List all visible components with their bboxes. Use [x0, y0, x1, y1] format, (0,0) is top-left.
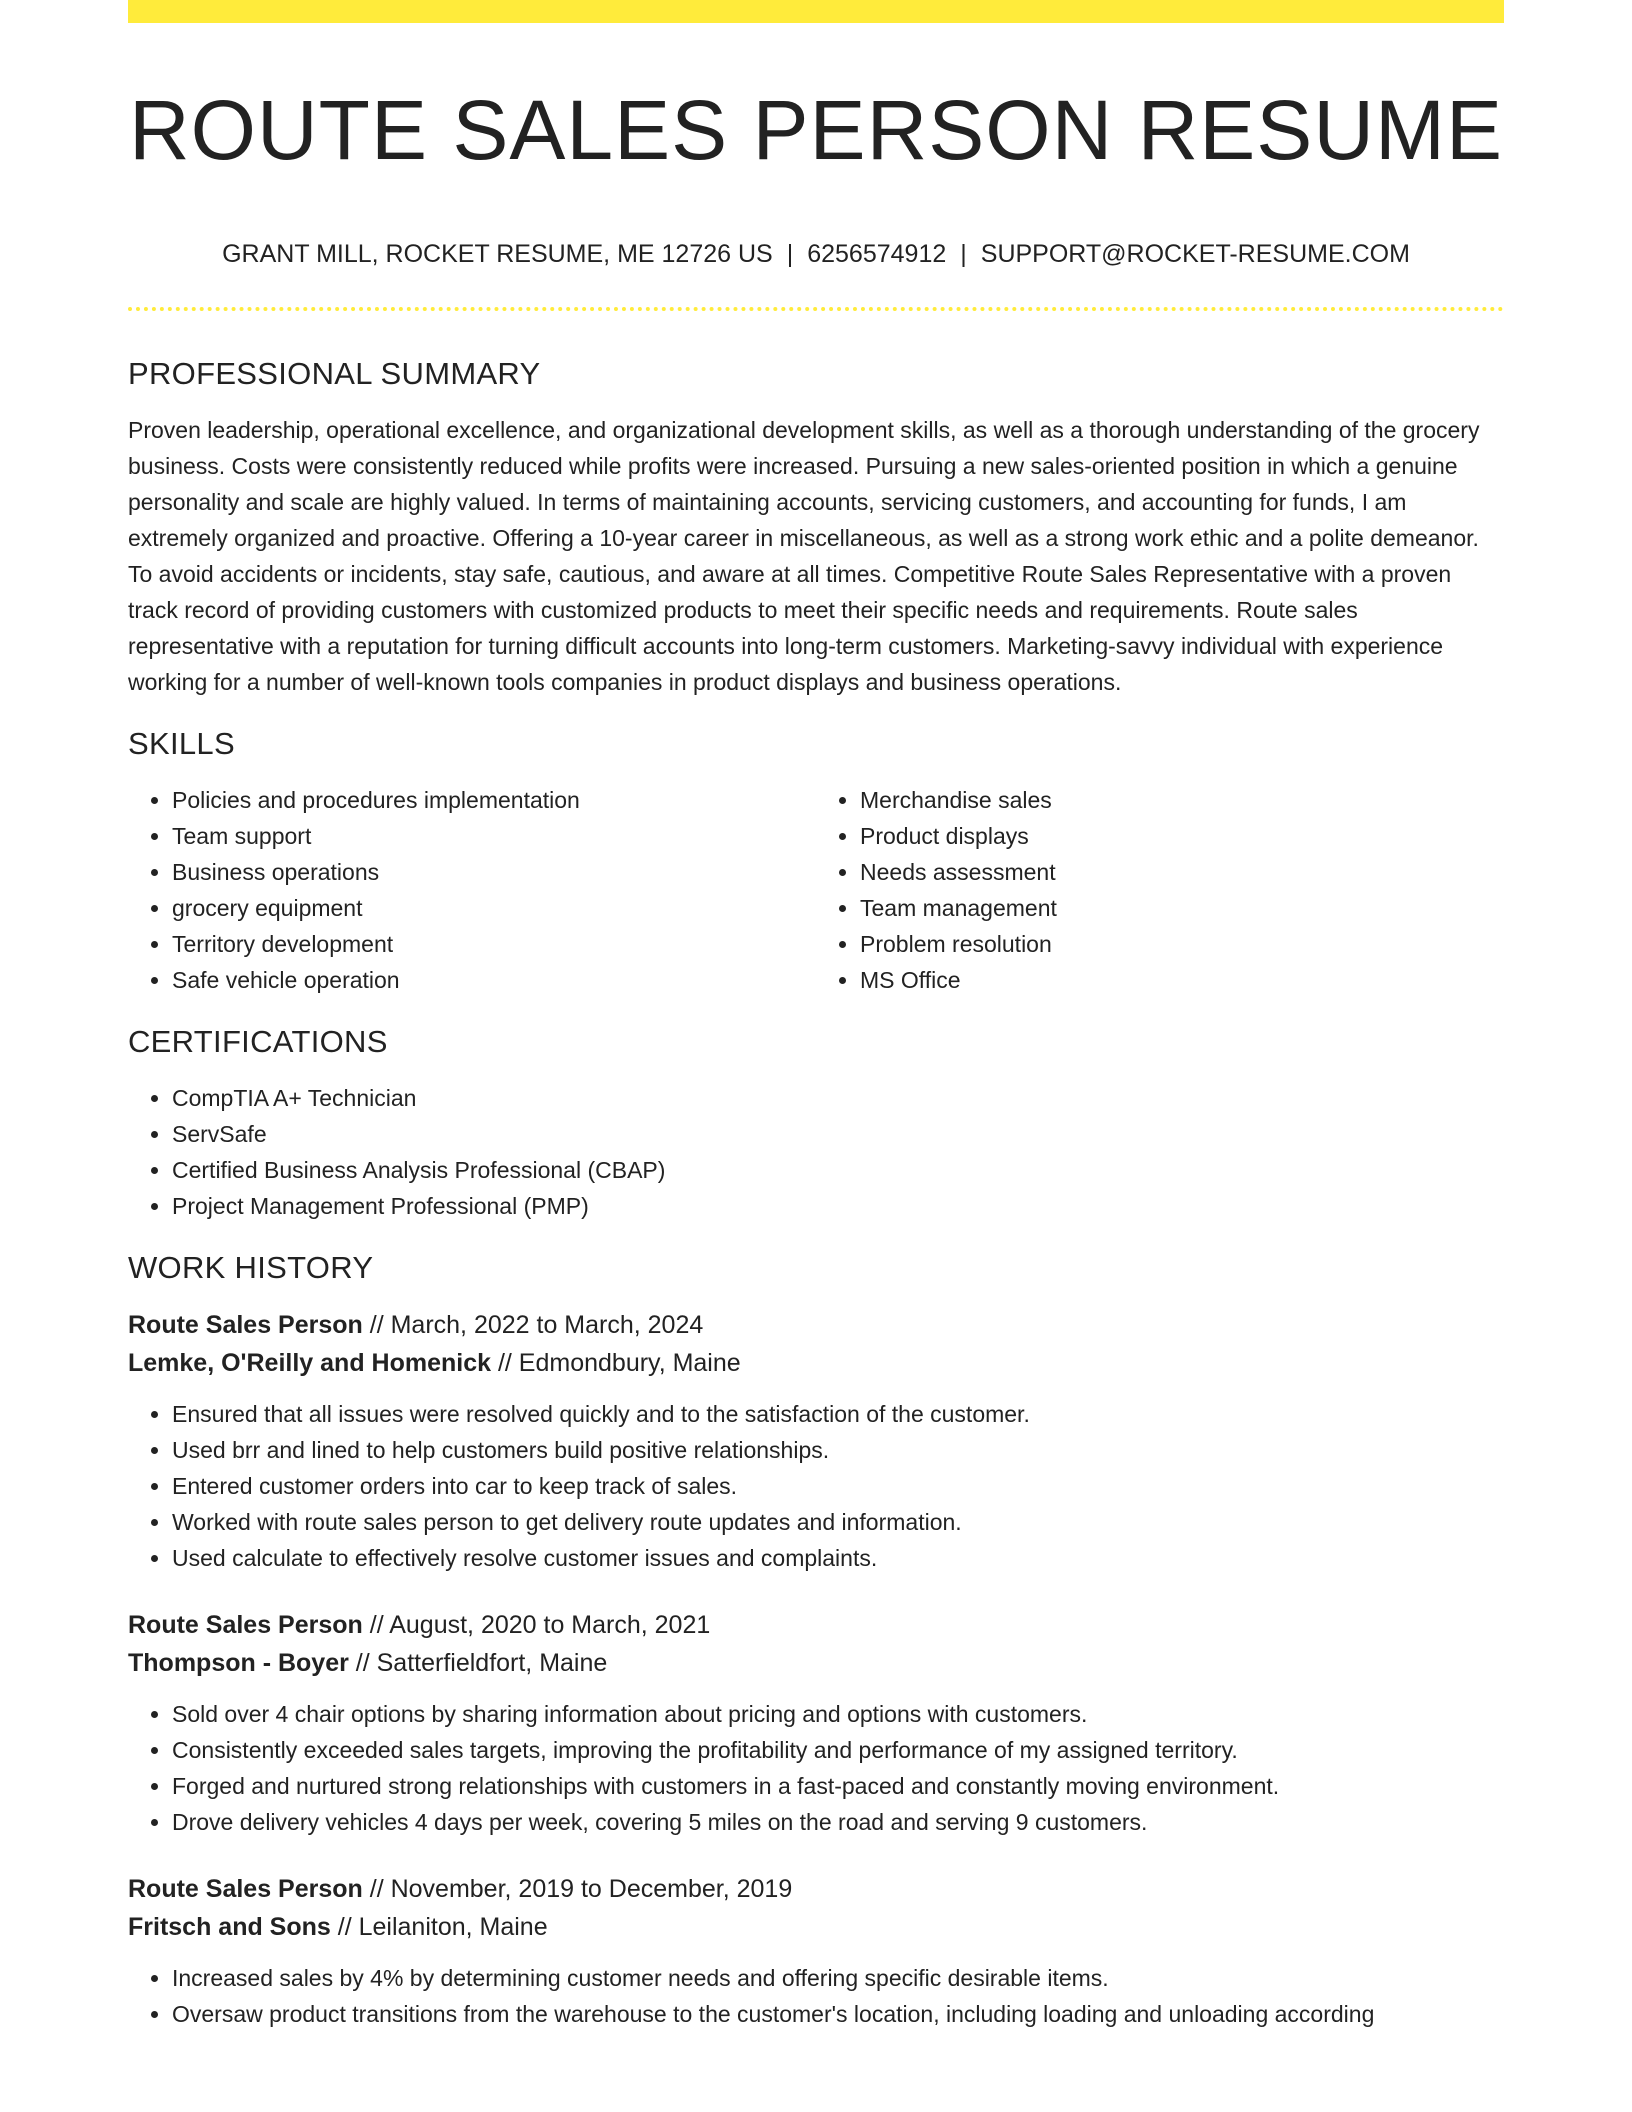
job-bullet: • Consistently exceeded sales targets, improving the profitability and performance of my assigned territory.: [172, 1732, 1504, 1768]
certifications-list: [128, 1080, 1504, 1224]
job-title-line: [128, 1870, 1504, 1908]
skill-item: • Problem resolution: [860, 926, 1504, 962]
skill-item: • Policies and procedures implementation: [172, 782, 816, 818]
contact-separator: |: [786, 240, 794, 268]
certification-item: • ServSafe: [172, 1116, 1504, 1152]
skills-columns: [128, 782, 1504, 998]
job-bullet: • Used brr and lined to help customers build positive relationships.: [172, 1432, 1504, 1468]
job-bullet: • Worked with route sales person to get delivery route updates and information.: [172, 1504, 1504, 1540]
skills-heading: SKILLS: [128, 726, 235, 761]
job-entry: [128, 1870, 1504, 2032]
job-location: // Edmondbury, Maine: [491, 1349, 741, 1377]
dotted-divider: [128, 307, 1504, 311]
certification-item: • Project Management Professional (PMP): [172, 1188, 1504, 1224]
summary-heading: PROFESSIONAL SUMMARY: [128, 356, 541, 391]
skill-item: • Business operations: [172, 854, 816, 890]
skill-item: • Merchandise sales: [860, 782, 1504, 818]
job-title-line: [128, 1606, 1504, 1644]
skill-item: • Team management: [860, 890, 1504, 926]
skills-section: [128, 724, 1504, 998]
skill-item: • Territory development: [172, 926, 816, 962]
job-location: // Leilaniton, Maine: [330, 1913, 548, 1941]
work-history-heading: WORK HISTORY: [128, 1250, 374, 1285]
contact-line: [128, 236, 1504, 272]
job-company: Fritsch and Sons: [128, 1913, 331, 1941]
skill-item: • Needs assessment: [860, 854, 1504, 890]
job-title: Route Sales Person: [128, 1875, 363, 1903]
contact-separator: |: [960, 240, 967, 268]
skill-item: • MS Office: [860, 962, 1504, 998]
skill-item: • Team support: [172, 818, 816, 854]
job-title: Route Sales Person: [128, 1311, 363, 1339]
skills-list-right: [816, 782, 1504, 998]
job-bullet: • Sold over 4 chair options by sharing information about pricing and options with customers.: [172, 1696, 1504, 1732]
resume-body: [128, 354, 1504, 2032]
job-company-line: [128, 1344, 1504, 1382]
accent-top-bar: [128, 0, 1504, 23]
skill-item: • grocery equipment: [172, 890, 816, 926]
certifications-heading: CERTIFICATIONS: [128, 1024, 388, 1059]
job-bullets: [128, 1960, 1504, 2032]
job-dates: // August, 2020 to March, 2021: [362, 1611, 711, 1639]
contact-phone: 6256574912: [807, 240, 947, 268]
job-bullet: • Used calculate to effectively resolve customer issues and complaints.: [172, 1540, 1504, 1576]
job-company-line: [128, 1644, 1504, 1682]
skill-item: • Product displays: [860, 818, 1504, 854]
job-bullet: • Drove delivery vehicles 4 days per week, covering 5 miles on the road and serving 9 customers.: [172, 1804, 1504, 1840]
job-title-line: [128, 1306, 1504, 1344]
job-title: Route Sales Person: [128, 1611, 363, 1639]
skills-list-left: [128, 782, 816, 998]
job-bullets: [128, 1396, 1504, 1576]
job-entry: [128, 1606, 1504, 1840]
job-dates: // March, 2022 to March, 2024: [362, 1311, 704, 1339]
certification-item: • Certified Business Analysis Professional (CBAP): [172, 1152, 1504, 1188]
job-entry: [128, 1306, 1504, 1576]
resume-title: ROUTE SALES PERSON RESUME: [129, 83, 1503, 177]
job-company: Thompson - Boyer: [128, 1649, 349, 1677]
summary-section: [128, 354, 1504, 700]
skill-item: • Safe vehicle operation: [172, 962, 816, 998]
job-bullet: • Entered customer orders into car to keep track of sales.: [172, 1468, 1504, 1504]
contact-email: SUPPORT@ROCKET-RESUME.COM: [980, 240, 1410, 268]
certifications-section: [128, 1022, 1504, 1224]
job-bullets: [128, 1696, 1504, 1840]
job-dates: // November, 2019 to December, 2019: [362, 1875, 793, 1903]
job-bullet: • Increased sales by 4% by determining customer needs and offering specific desirable items.: [172, 1960, 1504, 1996]
job-bullet: • Oversaw product transitions from the warehouse to the customer's location, including loading and unloading according: [172, 1996, 1504, 2032]
job-bullet: • Forged and nurtured strong relationships with customers in a fast-paced and constantly moving environment.: [172, 1768, 1504, 1804]
job-location: // Satterfieldfort, Maine: [348, 1649, 608, 1677]
job-company-line: [128, 1908, 1504, 1946]
job-company: Lemke, O'Reilly and Homenick: [128, 1349, 492, 1377]
certification-item: • CompTIA A+ Technician: [172, 1080, 1504, 1116]
summary-text: Proven leadership, operational excellence, and organizational development skills, as well as a thorough understanding of the grocery business. Costs were consistently reduced while profits were increased. Pursuing a new sales-oriented position in which a genuine personality and scale are highly valued. In terms of maintaining accounts, servicing customers, and accounting for funds, I am extremely organized and proactive. Offering a 10-year career in miscellaneous, as well as a strong work ethic and a polite demeanor. To avoid accidents or incidents, stay safe, cautious, and aware at all times. Competitive Route Sales Representative with a proven track record of providing customers with customized products to meet their specific needs and requirements. Route sales representative with a reputation for turning difficult accounts into long-term customers. Marketing-savvy individual with experience working for a number of well-known tools companies in product displays and business operations.: [128, 417, 1480, 695]
work-history-section: [128, 1248, 1504, 2032]
job-bullet: • Ensured that all issues were resolved quickly and to the satisfaction of the customer.: [172, 1396, 1504, 1432]
contact-address: GRANT MILL, ROCKET RESUME, ME 12726 US: [222, 240, 773, 268]
